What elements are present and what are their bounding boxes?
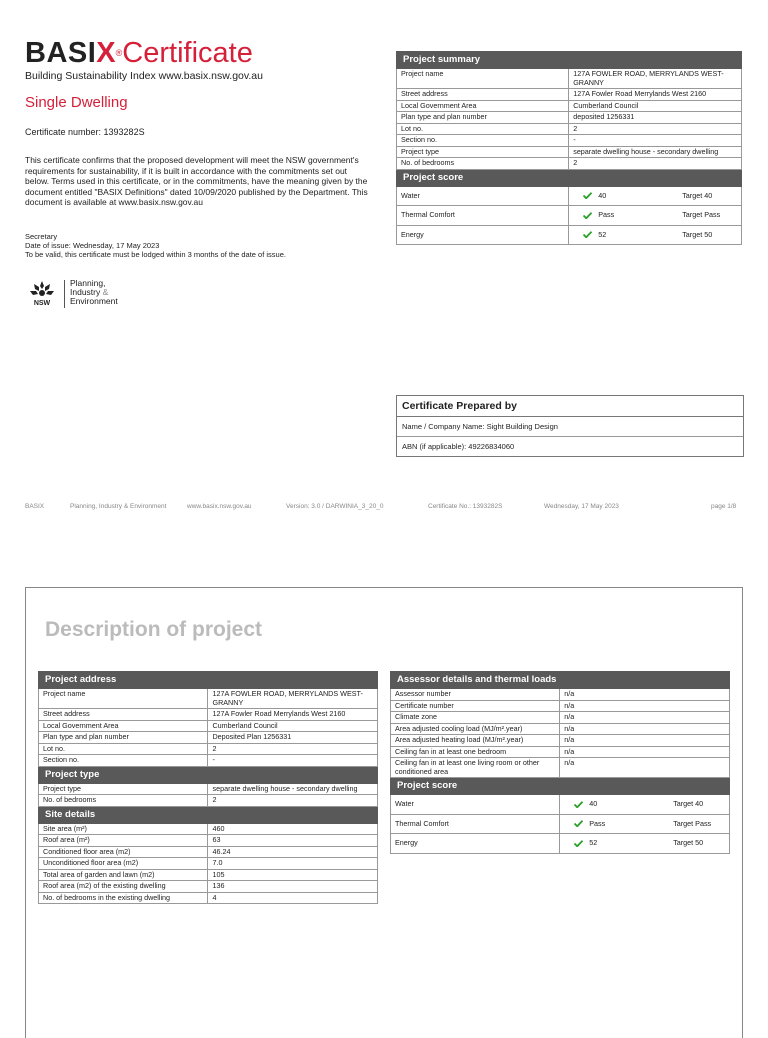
site-label: Conditioned floor area (m2) bbox=[39, 846, 208, 858]
summary-value: deposited 1256331 bbox=[569, 112, 742, 124]
summary-row bbox=[397, 146, 742, 158]
summary-label: Project name bbox=[397, 69, 569, 89]
page2-score-label: Energy bbox=[391, 834, 560, 854]
summary-value: 2 bbox=[569, 158, 742, 170]
type-label: Project type bbox=[39, 783, 208, 795]
assessor-value: n/a bbox=[560, 746, 730, 758]
summary-value: - bbox=[569, 135, 742, 147]
summary-row bbox=[397, 112, 742, 124]
summary-label: Plan type and plan number bbox=[397, 112, 569, 124]
project-address-title: Project address bbox=[39, 672, 378, 689]
footer-date: Wednesday, 17 May 2023 bbox=[544, 503, 619, 510]
project-address-table bbox=[38, 671, 378, 904]
assessor-value: n/a bbox=[560, 723, 730, 735]
summary-score-value-cell bbox=[569, 225, 742, 245]
prepared-by-name: Name / Company Name: Sight Building Design bbox=[397, 417, 743, 437]
logo-basix-text: BASI bbox=[25, 37, 97, 69]
issue-details bbox=[25, 232, 286, 259]
footer-version: Version: 3.0 / DARWINIA_3_20_0 bbox=[286, 503, 384, 510]
assessor-label: Area adjusted cooling load (MJ/m².year) bbox=[391, 723, 560, 735]
score-value: 40 bbox=[598, 190, 607, 200]
page2-score-value-cell bbox=[560, 795, 730, 815]
site-value: 7.0 bbox=[208, 858, 378, 870]
nsw-government-logo bbox=[28, 280, 138, 310]
address-value: Deposited Plan 1256331 bbox=[208, 732, 378, 744]
site-value: 460 bbox=[208, 823, 378, 835]
assessor-details-title: Assessor details and thermal loads bbox=[391, 672, 730, 689]
summary-label: Lot no. bbox=[397, 123, 569, 135]
score-target: Target 50 bbox=[673, 838, 704, 847]
assessor-value: n/a bbox=[560, 689, 730, 701]
site-row bbox=[39, 892, 378, 904]
check-icon bbox=[574, 801, 583, 808]
summary-value: separate dwelling house - secondary dwelling bbox=[569, 146, 742, 158]
assessor-label: Climate zone bbox=[391, 712, 560, 724]
summary-value: 2 bbox=[569, 123, 742, 135]
score-value: 52 bbox=[598, 229, 607, 239]
page2-score-row bbox=[391, 795, 730, 815]
address-value: 127A Fowler Road Merrylands West 2160 bbox=[208, 709, 378, 721]
waratah-icon bbox=[28, 280, 56, 306]
footer-basix: BASIX bbox=[25, 503, 45, 510]
address-row bbox=[39, 709, 378, 721]
summary-label: Street address bbox=[397, 89, 569, 101]
summary-score-row bbox=[397, 206, 742, 226]
page2-score-label: Water bbox=[391, 795, 560, 815]
assessor-row bbox=[391, 689, 730, 701]
score-value: Pass bbox=[598, 210, 615, 219]
check-icon bbox=[583, 192, 592, 199]
assessor-label: Ceiling fan in at least one living room or other conditioned area bbox=[391, 758, 560, 778]
nsw-logo-divider bbox=[64, 280, 65, 308]
type-value: separate dwelling house - secondary dwelling bbox=[208, 783, 378, 795]
site-label: Total area of garden and lawn (m2) bbox=[39, 869, 208, 881]
summary-row bbox=[397, 158, 742, 170]
assessor-row bbox=[391, 712, 730, 724]
footer-page-number: page 1/8 bbox=[711, 503, 737, 510]
nsw-logo-line-2: Industry bbox=[70, 287, 101, 297]
site-value: 136 bbox=[208, 881, 378, 893]
address-label: Section no. bbox=[39, 755, 208, 767]
site-value: 105 bbox=[208, 869, 378, 881]
site-row bbox=[39, 835, 378, 847]
summary-label: Project type bbox=[397, 146, 569, 158]
validity-note: To be valid, this certificate must be lodged within 3 months of the date of issue. bbox=[25, 250, 286, 259]
summary-label: Section no. bbox=[397, 135, 569, 147]
page2-project-score-title: Project score bbox=[391, 778, 730, 795]
certificate-number: Certificate number: 1393282S bbox=[25, 127, 145, 137]
nsw-logo-line-1: Planning, bbox=[70, 278, 106, 288]
logo-certificate-text: Certificate bbox=[122, 37, 253, 69]
certificate-prepared-by bbox=[396, 395, 744, 457]
nsw-logo-ampersand: & bbox=[102, 287, 109, 297]
date-of-issue: Date of issue: Wednesday, 17 May 2023 bbox=[25, 241, 160, 250]
dwelling-type: Single Dwelling bbox=[25, 94, 128, 111]
assessor-label: Certificate number bbox=[391, 700, 560, 712]
nsw-logo-text bbox=[70, 279, 118, 306]
score-target: Target Pass bbox=[682, 210, 721, 219]
project-summary-table bbox=[396, 51, 742, 245]
type-row bbox=[39, 783, 378, 795]
secretary-label: Secretary bbox=[25, 232, 58, 241]
address-label: Street address bbox=[39, 709, 208, 721]
summary-row bbox=[397, 89, 742, 101]
type-value: 2 bbox=[208, 795, 378, 807]
score-target: Target 50 bbox=[682, 229, 713, 239]
score-value: 40 bbox=[589, 799, 598, 808]
prepared-by-abn: ABN (if applicable): 49226834060 bbox=[402, 442, 515, 451]
site-row bbox=[39, 858, 378, 870]
description-title: Description of project bbox=[45, 618, 263, 641]
project-type-title: Project type bbox=[39, 766, 378, 783]
type-label: No. of bedrooms bbox=[39, 795, 208, 807]
assessor-row bbox=[391, 735, 730, 747]
address-row bbox=[39, 732, 378, 744]
address-row bbox=[39, 720, 378, 732]
summary-value: Cumberland Council bbox=[569, 100, 742, 112]
summary-label: No. of bedrooms bbox=[397, 158, 569, 170]
assessor-value: n/a bbox=[560, 758, 730, 778]
address-label: Lot no. bbox=[39, 743, 208, 755]
address-row bbox=[39, 689, 378, 709]
score-target: Target 40 bbox=[682, 190, 713, 200]
summary-value: 127A FOWLER ROAD, MERRYLANDS WEST- GRANNY bbox=[569, 69, 742, 89]
page2-score-value-cell bbox=[560, 834, 730, 854]
address-label: Local Government Area bbox=[39, 720, 208, 732]
basix-logo bbox=[25, 38, 253, 68]
footer-certificate-number: Certificate No.: 1393282S bbox=[428, 503, 503, 510]
summary-score-label: Thermal Comfort bbox=[397, 206, 569, 226]
assessor-value: n/a bbox=[560, 712, 730, 724]
score-target: Target 40 bbox=[673, 799, 704, 808]
summary-score-value-cell bbox=[569, 186, 742, 206]
assessor-row bbox=[391, 746, 730, 758]
project-score-title: Project score bbox=[397, 169, 742, 186]
assessor-label: Ceiling fan in at least one bedroom bbox=[391, 746, 560, 758]
check-icon bbox=[583, 231, 592, 238]
summary-row bbox=[397, 123, 742, 135]
project-summary-title: Project summary bbox=[397, 52, 742, 69]
page2-score-value-cell bbox=[560, 814, 730, 834]
assessor-details-table bbox=[390, 671, 730, 854]
assessor-label: Assessor number bbox=[391, 689, 560, 701]
footer-url: www.basix.nsw.gov.au bbox=[187, 503, 252, 510]
address-value: 2 bbox=[208, 743, 378, 755]
site-row bbox=[39, 869, 378, 881]
site-label: No. of bedrooms in the existing dwelling bbox=[39, 892, 208, 904]
site-label: Site area (m²) bbox=[39, 823, 208, 835]
summary-value: 127A Fowler Road Merrylands West 2160 bbox=[569, 89, 742, 101]
site-value: 46.24 bbox=[208, 846, 378, 858]
summary-score-value-cell bbox=[569, 206, 742, 226]
logo-x-text: X bbox=[96, 37, 116, 69]
page2-score-row bbox=[391, 834, 730, 854]
page2-score-row bbox=[391, 814, 730, 834]
site-row bbox=[39, 881, 378, 893]
assessor-label: Area adjusted heating load (MJ/m².year) bbox=[391, 735, 560, 747]
tagline: Building Sustainability Index www.basix.nsw.gov.au bbox=[25, 70, 263, 82]
summary-label: Local Government Area bbox=[397, 100, 569, 112]
site-label: Roof area (m2) of the existing dwelling bbox=[39, 881, 208, 893]
check-icon bbox=[574, 820, 583, 827]
address-value: - bbox=[208, 755, 378, 767]
nsw-word: NSW bbox=[33, 300, 51, 306]
site-value: 4 bbox=[208, 892, 378, 904]
logo-registered-mark: ® bbox=[115, 48, 123, 58]
site-details-title: Site details bbox=[39, 806, 378, 823]
site-value: 63 bbox=[208, 835, 378, 847]
address-value: 127A FOWLER ROAD, MERRYLANDS WEST- GRANNY bbox=[208, 689, 378, 709]
assessor-row bbox=[391, 700, 730, 712]
summary-score-label: Energy bbox=[397, 225, 569, 245]
address-value: Cumberland Council bbox=[208, 720, 378, 732]
address-row bbox=[39, 755, 378, 767]
assessor-row bbox=[391, 723, 730, 735]
assessor-value: n/a bbox=[560, 735, 730, 747]
score-value: 52 bbox=[589, 838, 598, 847]
site-label: Unconditioned floor area (m2) bbox=[39, 858, 208, 870]
nsw-logo-line-3: Environment bbox=[70, 296, 118, 306]
certificate-paragraph: This certificate confirms that the proposed development will meet the NSW government's requirements for sustainability, if it is built in accordance with the commitments set out below. Terms used in this certificate, or in the commitments, have the meaning given by the document entitled "BASIX Definitions" dated 10/09/2020 published by the Department. This document is available at www.basix.nsw.gov.au bbox=[25, 155, 368, 207]
site-row bbox=[39, 846, 378, 858]
score-value: Pass bbox=[589, 818, 606, 828]
assessor-value: n/a bbox=[560, 700, 730, 712]
summary-score-label: Water bbox=[397, 186, 569, 206]
assessor-row bbox=[391, 758, 730, 778]
address-label: Plan type and plan number bbox=[39, 732, 208, 744]
score-target: Target Pass bbox=[673, 818, 712, 828]
type-row bbox=[39, 795, 378, 807]
summary-row bbox=[397, 69, 742, 89]
summary-score-row bbox=[397, 225, 742, 245]
summary-score-row bbox=[397, 186, 742, 206]
summary-row bbox=[397, 100, 742, 112]
check-icon bbox=[574, 840, 583, 847]
site-label: Roof area (m²) bbox=[39, 835, 208, 847]
address-row bbox=[39, 743, 378, 755]
prepared-by-title: Certificate Prepared by bbox=[397, 396, 743, 417]
footer-department: Planning, Industry & Environment bbox=[70, 503, 167, 510]
summary-row bbox=[397, 135, 742, 147]
address-label: Project name bbox=[39, 689, 208, 709]
site-row bbox=[39, 823, 378, 835]
page2-score-label: Thermal Comfort bbox=[391, 814, 560, 834]
check-icon bbox=[583, 212, 592, 219]
